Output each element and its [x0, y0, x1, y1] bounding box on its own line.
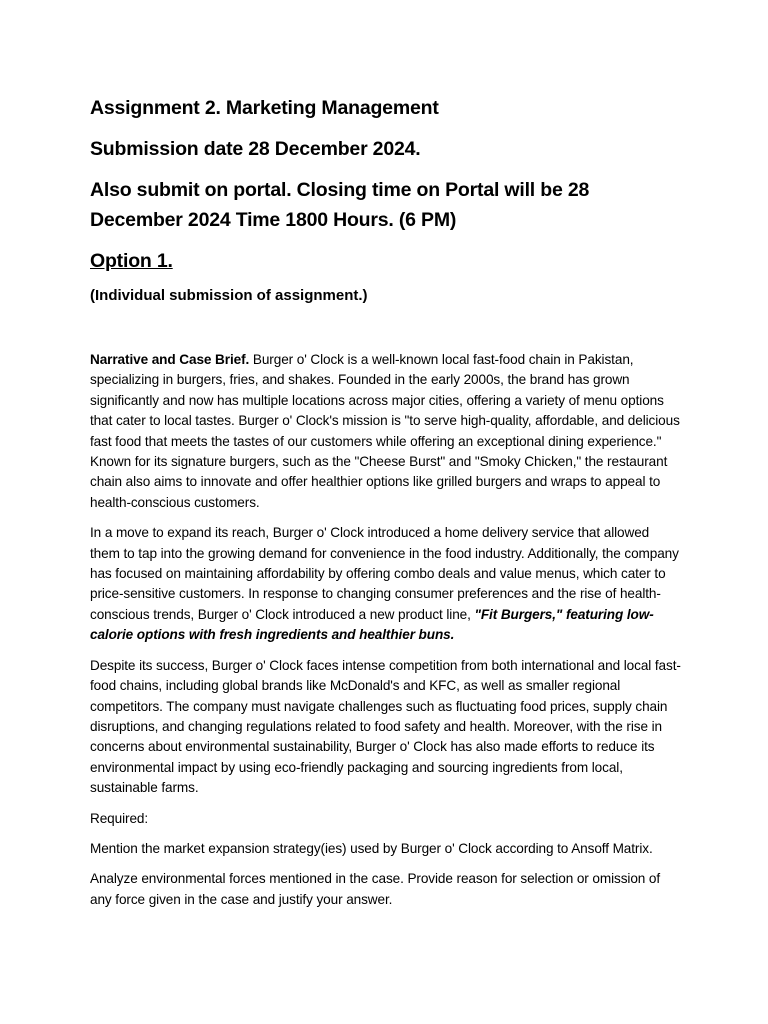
case-lead: Narrative and Case Brief. — [90, 352, 250, 367]
document-page — [90, 93, 682, 920]
case-paragraph-3: Despite its success, Burger o' Clock faces intense competition from both international and local fast-food chains, including global brands like McDonald's and KFC, as well as smaller regional competitors. The company must navigate challenges such as fluctuating food prices, supply chain disruptions, and changing regulations related to food safety and health. Moreover, with the rise in concerns about environmental sustainability, Burger o' Clock has also made efforts to reduce its environmental impact by using eco-friendly packaging and sourcing ingredients from local, sustainable farms. — [90, 657, 681, 796]
case-paragraph-2 — [90, 523, 682, 645]
fit-burgers-emphasis: "Fit Burgers," featuring low-calorie options with fresh ingredients and healthier buns. — [90, 606, 654, 643]
submission-date: Submission date 28 December 2024. — [90, 138, 421, 160]
case-paragraph-1-text: Burger o' Clock is a well-known local fast-food chain in Pakistan, specializing in burgers, fries, and shakes. Founded in the early 2000s, the brand has grown significantly and now has multiple locations across major cities, offering a variety of menu options that cater to local tastes. Burger o' Clock's mission is "to serve high-quality, affordable, and delicious fast food that meets the tastes of our customers while offering an exceptional dining experience." Known for its signature burgers, such as the "Cheese Burst" and "Smoky Chicken," the restaurant chain also aims to innovate and offer healthier options like grilled burgers and wraps to appeal to health-conscious customers. — [90, 352, 680, 510]
option-heading: Option 1. — [90, 250, 173, 272]
question-2: Analyze environmental forces mentioned in the case. Provide reason for selection or omission of any force given in the case and justify your answer. — [90, 871, 661, 907]
required-label: Required: — [90, 810, 149, 826]
case-paragraph-1 — [90, 350, 682, 513]
question-1: Mention the market expansion strategy(ies) used by Burger o' Clock according to Ansoff Matrix. — [90, 840, 653, 856]
individual-note: (Individual submission of assignment.) — [90, 287, 368, 304]
case-paragraph-2-text: In a move to expand its reach, Burger o' Clock introduced a home delivery service that allowed them to tap into the growing demand for convenience in the food industry. Additionally, the company has focused on maintaining affordability by offering combo deals and value menus, which cater to price-sensitive customers. In response to changing consumer preferences and the rise of health-conscious trends, Burger o' Clock introduced a new product line, — [90, 525, 679, 622]
assignment-title: Assignment 2. Marketing Management — [90, 97, 439, 119]
portal-notice: Also submit on portal. Closing time on Portal will be 28 December 2024 Time 1800 Hours. (6 PM) — [90, 179, 590, 231]
